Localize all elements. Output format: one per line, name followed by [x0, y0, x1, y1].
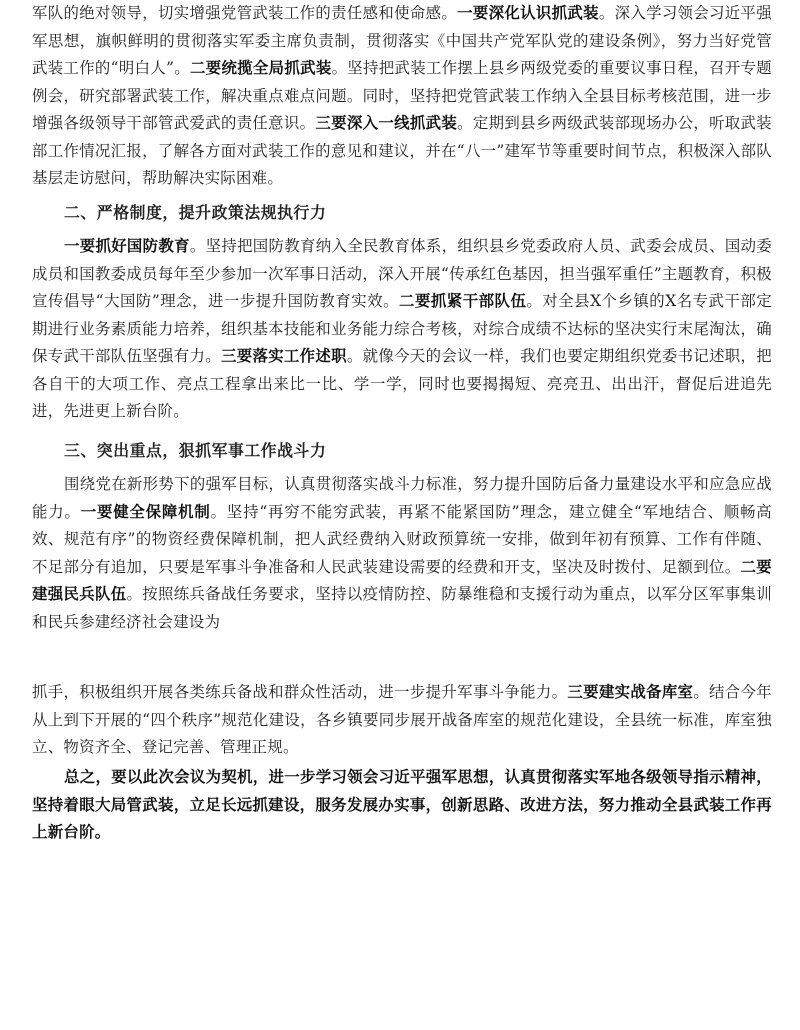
key-point-1: 一要健全保障机制: [80, 502, 211, 521]
key-point-3: 三要建实战备库室: [567, 683, 694, 701]
paragraph-strict-system: 一要抓好国防教育。坚持把国防教育纳入全民教育体系，组织县乡党委政府人员、武委会成员、国动委成员和国教委成员每年至少参加一次军事日活动，深入开展“传承红色基因，担当强军重任”主题教育，积极宣传倡导“大国防”理念，进一步提升国防教育实效。二要抓紧干部队伍。对全县X个乡镇的X名专武干部定期进行业务素质能力培养，组织基本技能和业务能力综合考核，对综合成绩不达标的坚决实行末尾淘汰，确保专武干部队伍坚强有力。三要落实工作述职。就像今天的会议一样，我们也要定期组织党委书记述职，把各自干的大项工作、亮点工程拿出来比一比、学一学，同时也要揭揭短、亮亮丑、出出汗，督促后进追先进，先进更上新台阶。: [32, 237, 773, 420]
key-point-1: 一要深化认识抓武装: [457, 4, 599, 22]
key-point-3: 三要落实工作述职: [220, 347, 347, 365]
key-point-2: 二要建强民兵队伍: [32, 557, 772, 603]
paragraph-party-leadership: 军队的绝对领导，切实增强党管武装工作的责任感和使命感。一要深化认识抓武装。深入学习领会习近平强军思想，旗帜鲜明的贯彻落实军委主席负责制，贯彻落实《中国共产党军队党的建设条例》，努力当好党管武装工作的“明白人”。二要统揽全局抓武装。坚持把武装工作摆上县乡两级党委的重要议事日程，召开专题例会，研究部署武装工作，解决重点难点问题。同时，坚持把党管武装工作纳入全县目标考核范围，进一步增强各级领导干部管武爱武的责任意识。三要深入一线抓武装。定期到县乡两级武装部现场办公，听取武装部工作情况汇报，了解各方面对武装工作的意见和建议，并在“八一”建军节等重要时间节点，积极深入部队基层走访慰问，帮助解决实际困难。: [32, 4, 772, 187]
paragraph-combat-readiness: 围绕党在新形势下的强军目标，认真贯彻落实战斗力标准，努力提升国防后备力量建设水平和应急应战能力。一要健全保障机制。坚持“再穷不能穷武装，再紧不能紧国防”理念，建立健全“军地结合、顺畅高效、规范有序”的物资经费保障机制，把人武经费纳入财政预算统一安排，做到年初有预算、工作有伴随、不足部分有追加，只要是军事斗争准备和人民武装建设需要的经费和开支，坚决及时拨付、足额到位。二要建强民兵队伍。按照练兵备战任务要求，坚持以疫情防控、防暴维稳和支援行动为重点，以军分区军事集训和民兵参建经济社会建设为: [32, 475, 772, 631]
section-heading-3: 三、突出重点，狠抓军事工作战斗力: [64, 441, 327, 460]
paragraph-conclusion: 总之，要以此次会议为契机，进一步学习领会习近平强军思想，认真贯彻落实军地各级领导指示精神，坚持着眼大局管武装，立足长远抓建设，服务发展办实事，创新思路、改进方法，努力推动全县武装工作再上新台阶。: [32, 768, 772, 841]
section-heading-2: 二、严格制度，提升政策法规执行力: [64, 203, 327, 222]
key-point-3: 三要深入一线抓武装: [315, 114, 458, 132]
key-point-1: 一要抓好国防教育: [64, 237, 190, 255]
key-point-2: 二要抓紧干部队伍: [399, 292, 527, 310]
paragraph-combat-readiness-continued: 抓手，积极组织开展各类练兵备战和群众性活动，进一步提升军事斗争能力。三要建实战备库室。结合今年从上到下开展的“四个秩序”规范化建设，各乡镇要同步展开战备库室的规范化建设，全县统一标准，库室独立、物资齐全、登记完善、管理正规。: [32, 683, 772, 756]
key-point-2: 二要统揽全局抓武装: [190, 59, 332, 77]
